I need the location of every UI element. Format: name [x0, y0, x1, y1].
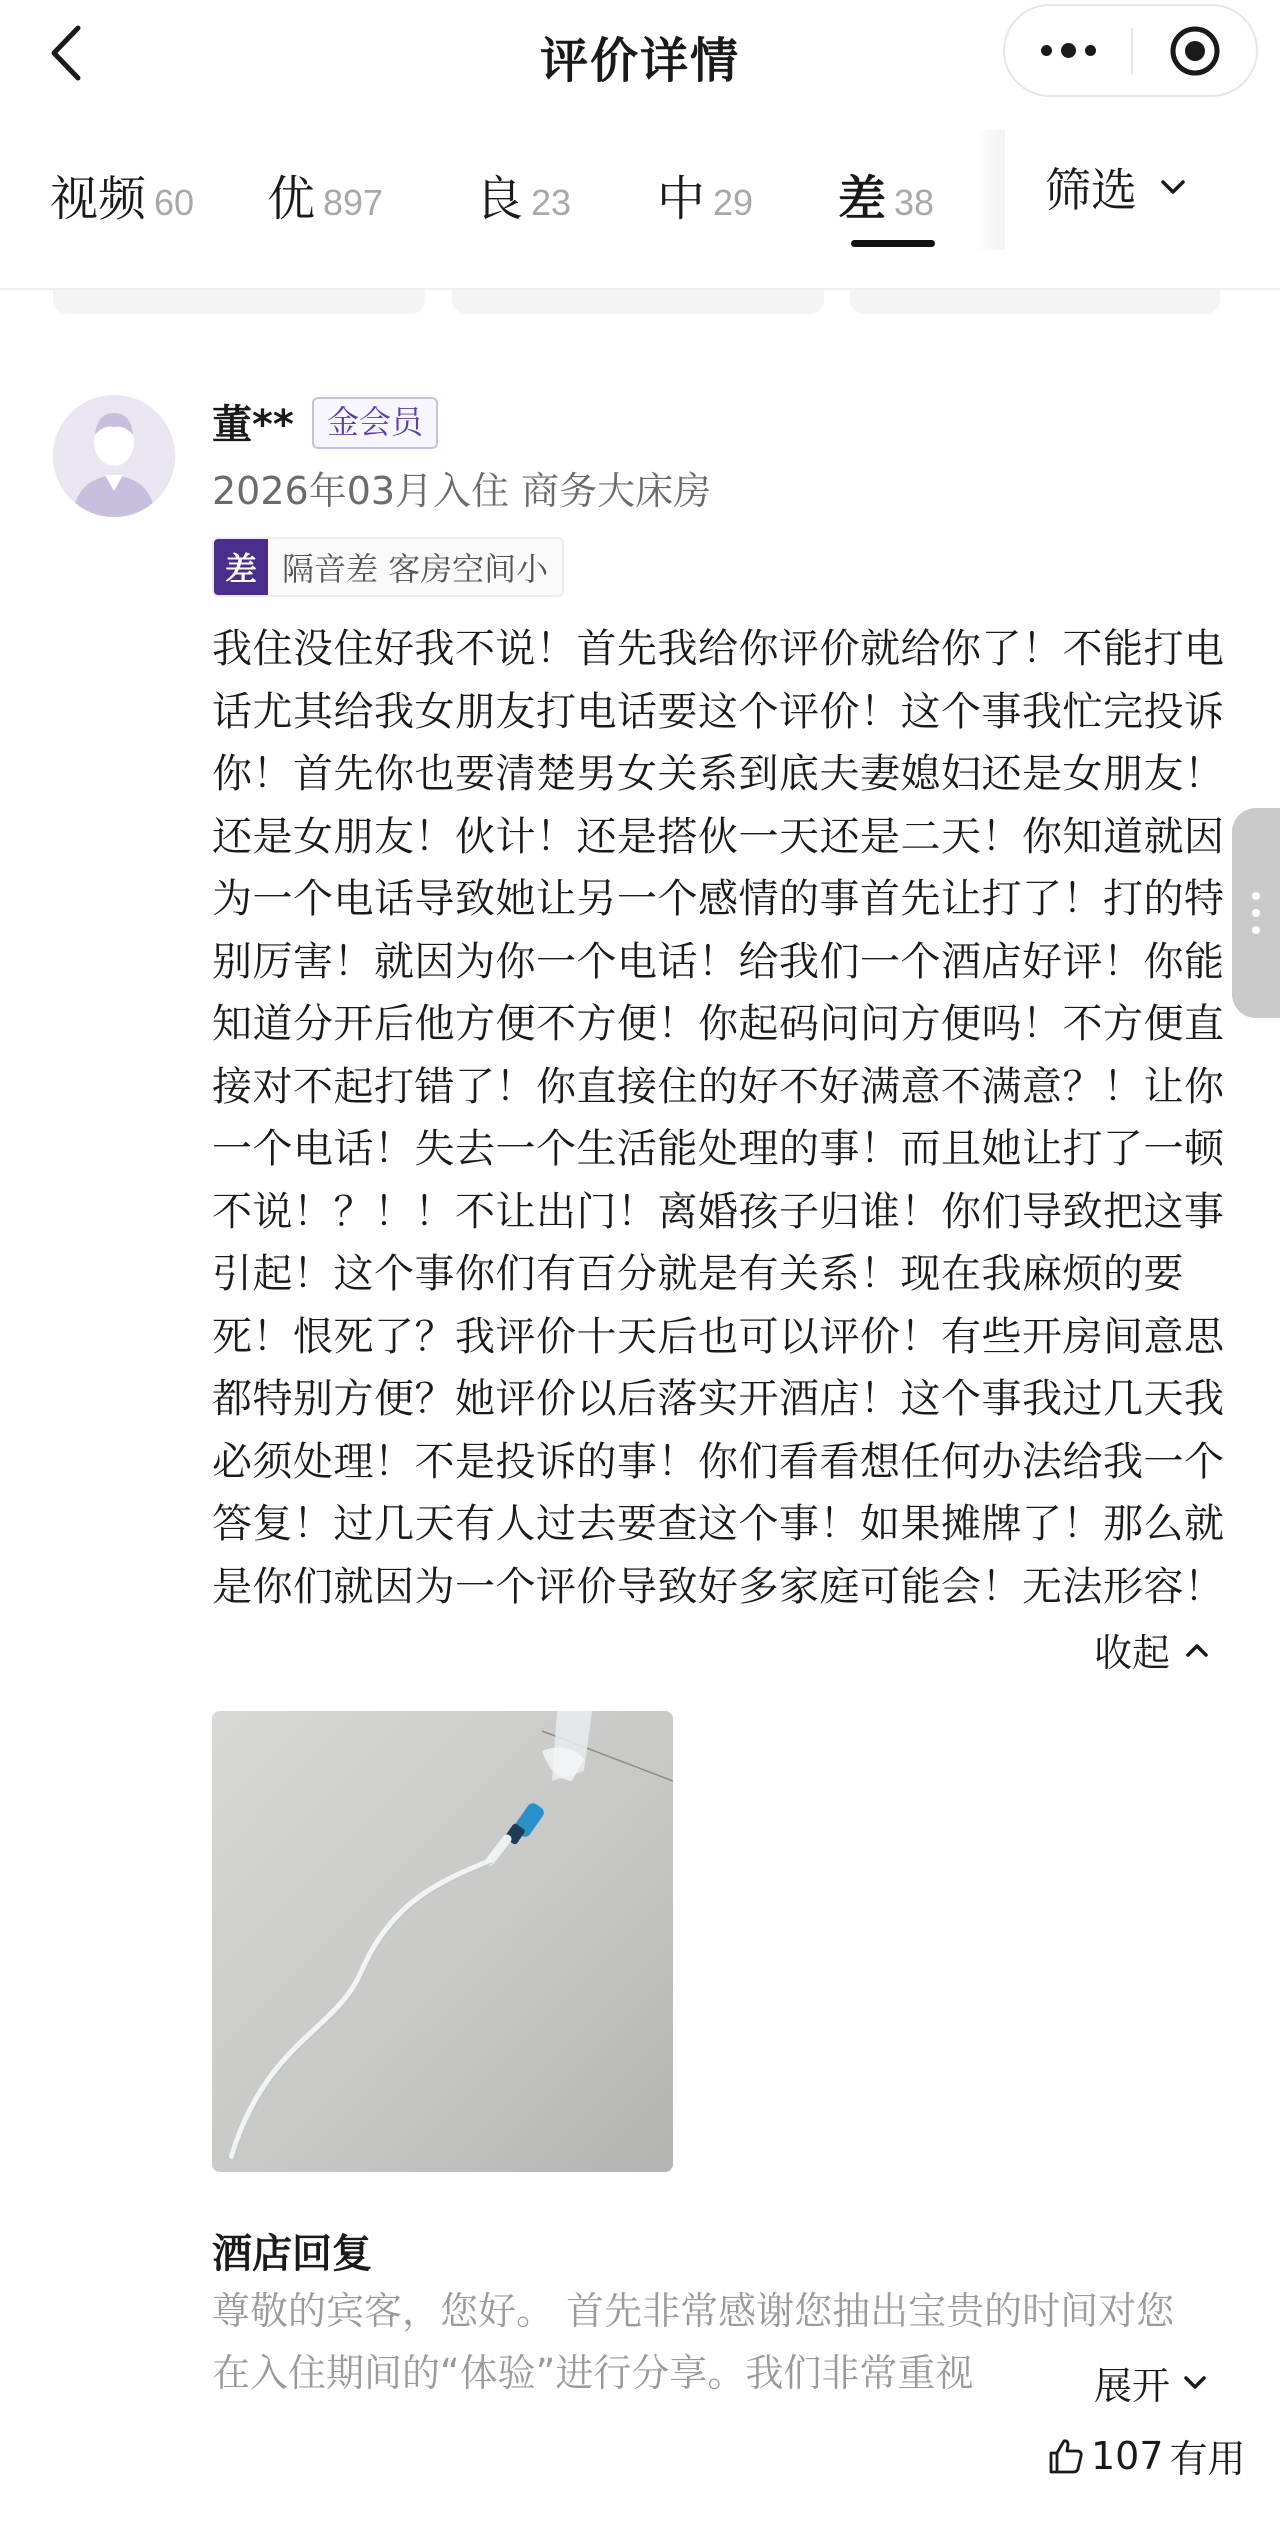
more-dot-icon [1061, 43, 1076, 58]
helpful-count: 107 [1091, 2433, 1164, 2478]
tab-medium[interactable] [657, 160, 753, 250]
tab-label: 优 [267, 171, 316, 227]
more-dot-icon [1085, 45, 1096, 56]
tab-poor[interactable] [838, 160, 934, 250]
tab-video[interactable] [50, 160, 194, 250]
hotel-reply-text: 尊敬的宾客，您好。 首先非常感谢您抽出宝贵的时间对您在入住期间的“体验”进行分享。我们非常重视 [212, 2289, 1175, 2395]
thumbs-up-icon [1045, 2436, 1085, 2476]
helpful-label: 有用 [1169, 2437, 1246, 2481]
tab-count: 897 [323, 182, 384, 223]
expand-label: 展开 [1094, 2364, 1171, 2408]
tab-count: 38 [894, 182, 935, 223]
tab-label: 良 [475, 171, 524, 227]
reviewer-name: 董** [212, 402, 294, 448]
page-title: 评价详情 [539, 33, 740, 89]
tab-excellent[interactable] [267, 160, 383, 250]
more-dot-icon [1041, 45, 1052, 56]
summary-card-peek [53, 290, 425, 314]
handle-dot-icon [1252, 892, 1260, 900]
tab-count: 23 [531, 182, 572, 223]
summary-card-peek [452, 290, 824, 314]
filter-button[interactable] [1045, 152, 1187, 222]
tab-label: 视频 [50, 171, 147, 227]
mini-program-capsule [1003, 4, 1258, 97]
more-options-button[interactable] [1005, 6, 1132, 95]
tab-label: 中 [657, 171, 706, 227]
helpful-button[interactable] [1045, 2428, 1246, 2483]
handle-dot-icon [1252, 926, 1260, 934]
member-badge: 金会员 [312, 397, 438, 449]
nav-bar [0, 0, 1280, 105]
target-icon [1167, 23, 1223, 79]
summary-card-peek [850, 290, 1220, 314]
chevron-down-icon [1159, 177, 1187, 197]
iv-tube-photo [212, 1711, 673, 2172]
tab-count: 60 [154, 182, 195, 223]
close-program-button[interactable] [1133, 6, 1256, 95]
review-text: 我住没住好我不说！首先我给你评价就给你了！不能打电话尤其给我女朋友打电话要这个评价！这个事我忙完投诉你！首先你也要清楚男女关系到底夫妻媳妇还是女朋友！还是女朋友！伙计！还是搭伙一天还是二天！你知道就因为一个电话导致她让另一个感情的事首先让打了！打的特别厉害！就因为你一个电话！给我们一个酒店好评！你能知道分开后他方便不方便！你起码问问方便吗！不方便直接对不起打错了！你直接住的好不好满意不满意？！让你一个电话！失去一个生活能处理的事！而且她让打了一顿不说！？！！不让出门！离婚孩子归谁！你们导致把这事引起！这个事你们有百分就是有关系！现在我麻烦的要死！恨死了？我评价十天后也可以评价！有些开房间意思都特别方便？她评价以后落实开酒店！这个事我过几天我必须处理！不是投诉的事！你们看看想任何办法给我一个答复！过几天有人过去要查这个事！如果摊牌了！那么就是你们就因为一个评价导致好多家庭可能会！无法形容！ [212, 626, 1225, 1610]
avatar[interactable] [53, 395, 175, 517]
scroll-handle[interactable] [1232, 808, 1280, 1018]
rating-badge: 差 [214, 539, 268, 595]
stay-info: 2026年03月入住 商务大床房 [212, 469, 712, 513]
chevron-up-icon [1184, 1641, 1210, 1659]
collapse-button[interactable] [1094, 1622, 1210, 1677]
chevron-down-icon [1182, 2374, 1208, 2392]
filter-divider-shadow [975, 130, 1005, 250]
tab-label: 差 [838, 171, 887, 227]
rating-tag-row [212, 537, 564, 597]
expand-button[interactable] [1080, 2355, 1208, 2410]
review-tags: 隔音差 客房空间小 [268, 539, 562, 595]
collapse-label: 收起 [1094, 1631, 1171, 1675]
hotel-reply-title: 酒店回复 [212, 2231, 372, 2277]
filter-label: 筛选 [1045, 163, 1137, 217]
user-icon [53, 395, 175, 517]
handle-dot-icon [1252, 909, 1260, 917]
active-tab-indicator [851, 240, 935, 247]
review-photo[interactable] [212, 1711, 673, 2172]
tab-good[interactable] [475, 160, 571, 250]
tab-count: 29 [713, 182, 754, 223]
